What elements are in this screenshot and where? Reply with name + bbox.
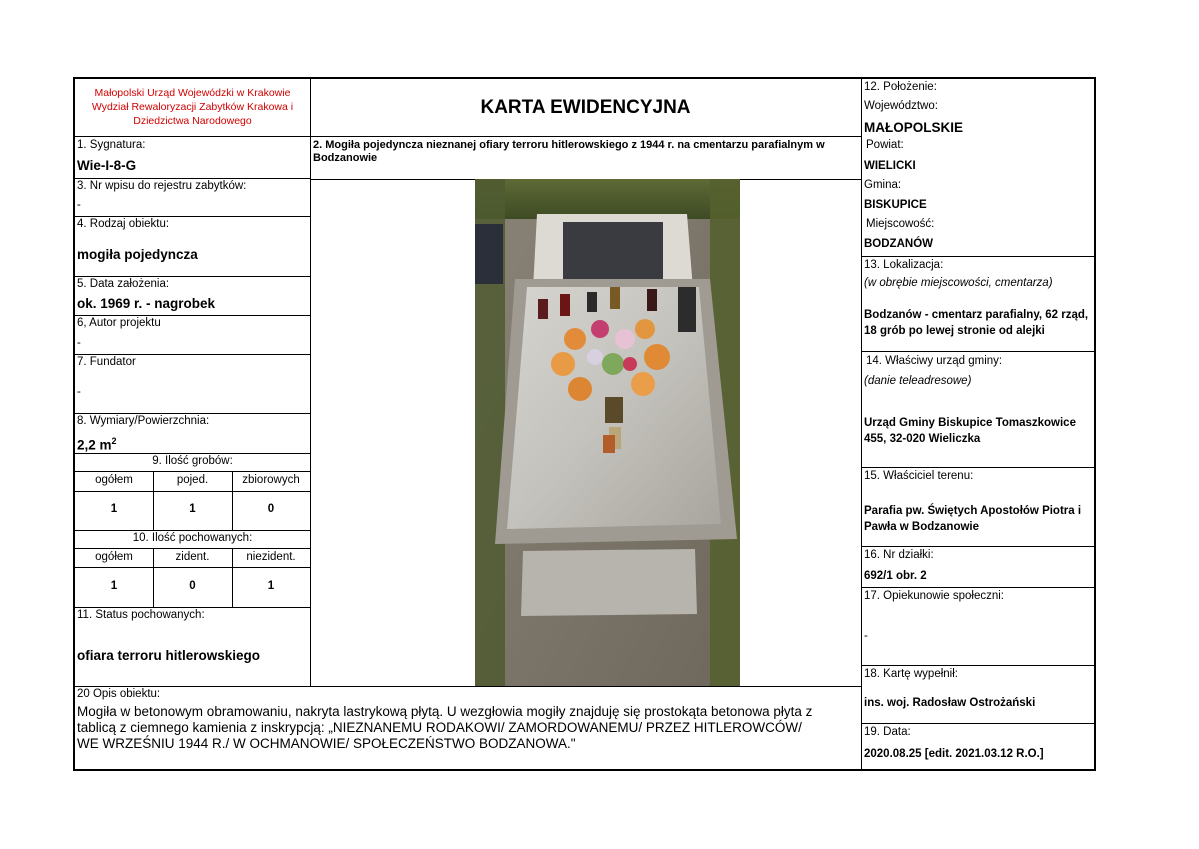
divider-left [310, 79, 311, 686]
row-line [75, 276, 310, 277]
buried-value-identified: 0 [189, 580, 196, 592]
graves-value-collective: 0 [267, 503, 275, 515]
row-line [861, 256, 1096, 257]
grave-photo [475, 179, 740, 686]
signature-label: 1. Sygnatura: [77, 139, 146, 151]
graves-value-total: 1 [110, 503, 118, 515]
object-type-value: mogiła pojedyncza [77, 247, 198, 262]
institution-line2: Wydział Rewaloryzacji Zabytków Krakowa i [91, 101, 294, 113]
municipal-office-line1: Urząd Gminy Biskupice Tomaszkowice [864, 417, 1076, 429]
locality-label: Miejscowość: [866, 218, 935, 230]
county-value: WIELICKI [864, 160, 916, 172]
row-line [75, 354, 310, 355]
buried-header-identified: zident. [175, 551, 210, 563]
description-line3: WE WRZEŚNIU 1944 R./ W OCHMANOWIE/ SPOŁECZEŃSTWO BODZANOWA." [77, 736, 576, 751]
land-owner-line2: Pawła w Bodzanowie [864, 521, 980, 533]
localization-line2: 18 grób po lewej stronie od alejki [864, 325, 1045, 337]
signature-value: Wie-I-8-G [77, 158, 137, 173]
buried-count-label: 10. Ilość pochowanych: [132, 532, 253, 544]
commune-label: Gmina: [864, 179, 902, 191]
dimensions-number: 2,2 m [77, 437, 112, 453]
filled-by-value: ins. woj. Radosław Ostrożański [864, 697, 1036, 709]
buried-value-unidentified: 1 [267, 580, 275, 592]
commune-value: BISKUPICE [864, 199, 927, 211]
project-author-value: - [77, 337, 81, 349]
buried-value-total: 1 [110, 580, 118, 592]
municipal-office-line2: 455, 32-020 Wieliczka [864, 433, 981, 445]
row-line [75, 567, 310, 568]
graves-value-single: 1 [189, 503, 196, 515]
localization-line1: Bodzanów - cmentarz parafialny, 62 rząd, [864, 309, 1089, 321]
land-owner-label: 15. Właściciel terenu: [864, 470, 974, 482]
parcel-number-value: 692/1 obr. 2 [864, 570, 927, 582]
row-line [861, 467, 1096, 468]
buried-header-total: ogółem [95, 551, 133, 563]
municipal-office-hint: (danie teleadresowe) [864, 375, 972, 387]
buried-status-value: ofiara terroru hitlerowskiego [77, 648, 261, 663]
row-line [75, 178, 310, 179]
row-line [861, 546, 1096, 547]
object-type-label: 4. Rodzaj obiektu: [77, 218, 170, 230]
location-label: 12. Położenie: [864, 81, 937, 93]
object-name-line2: Bodzanowie [313, 152, 378, 164]
divider-header [75, 136, 861, 137]
founding-date-label: 5. Data założenia: [77, 278, 170, 290]
row-line [861, 665, 1096, 666]
institution-name [75, 86, 310, 128]
localization-hint: (w obrębie miejscowości, cmentarza) [864, 277, 1053, 289]
buried-header-unidentified: niezident. [246, 551, 296, 563]
voivodeship-label: Województwo: [864, 100, 938, 112]
land-owner-line1: Parafia pw. Świętych Apostołów Piotra i [864, 505, 1082, 517]
row-line [861, 723, 1096, 724]
graves-header-collective: zbiorowych [242, 474, 300, 486]
locality-value: BODZANÓW [864, 238, 933, 250]
buried-status-label: 11. Status pochowanych: [77, 609, 205, 621]
dimensions-unit-sup: 2 [111, 436, 117, 446]
dimensions-value [77, 433, 117, 454]
row-line [75, 471, 310, 472]
date-value: 2020.08.25 [edit. 2021.03.12 R.O.] [864, 748, 1044, 760]
institution-line1: Małopolski Urząd Wojewódzki w Krakowie [94, 87, 291, 99]
founder-label: 7. Fundator [77, 356, 136, 368]
voivodeship-value: MAŁOPOLSKIE [864, 120, 964, 135]
parcel-number-label: 16. Nr działki: [864, 549, 934, 561]
registry-value: - [77, 199, 81, 211]
filled-by-label: 18. Kartę wypełnił: [864, 668, 958, 680]
row-line [75, 530, 310, 531]
object-name-line1: 2. Mogiła pojedyncza nieznanej ofiary terroru hitlerowskiego z 1944 r. na cmentarzu parafialnym w [313, 139, 825, 151]
caretakers-label: 17. Opiekunowie społeczni: [864, 590, 1004, 602]
record-card [73, 77, 1096, 771]
divider-right [861, 79, 862, 771]
row-line [75, 413, 310, 414]
project-author-label: 6, Autor projektu [77, 317, 161, 329]
row-line [75, 548, 310, 549]
row-line [75, 315, 310, 316]
registry-label: 3. Nr wpisu do rejestru zabytków: [77, 180, 247, 192]
graves-count-label: 9. Ilość grobów: [152, 455, 233, 467]
row-line [75, 216, 310, 217]
object-name [313, 139, 859, 165]
row-line [75, 491, 310, 492]
card-title: KARTA EWIDENCYJNA [480, 97, 691, 118]
institution-line3: Dziedzictwa Narodowego [133, 115, 252, 127]
graves-header-total: ogółem [95, 474, 133, 486]
caretakers-value: - [864, 630, 868, 642]
row-line [75, 607, 310, 608]
description-label: 20 Opis obiektu: [77, 688, 161, 700]
date-label: 19. Data: [864, 726, 911, 738]
localization-label: 13. Lokalizacja: [864, 259, 944, 271]
municipal-office-label: 14. Właściwy urząd gminy: [866, 355, 1003, 367]
row-line [861, 587, 1096, 588]
description-line1: Mogiła w betonowym obramowaniu, nakryta lastrykową płytą. U wezgłowia mogiły znajduję się prostokąta betonowa płyta z [77, 704, 813, 719]
divider-bottom [75, 686, 861, 687]
row-line [861, 351, 1096, 352]
county-label: Powiat: [866, 139, 904, 151]
description-text [77, 704, 859, 752]
founder-value: - [77, 386, 81, 398]
founding-date-value: ok. 1969 r. - nagrobek [77, 296, 216, 311]
graves-header-single: pojed. [176, 474, 209, 486]
dimensions-label: 8. Wymiary/Powierzchnia: [77, 415, 210, 427]
grave-photo-illustration [475, 179, 740, 686]
description-line2: tablicą z ciemnego kamienia z inskrypcją: „NIEZNANEMU RODAKOWI/ ZAMORDOWANEMU/ PRZEZ HITLEROWCÓW/ [77, 720, 802, 735]
